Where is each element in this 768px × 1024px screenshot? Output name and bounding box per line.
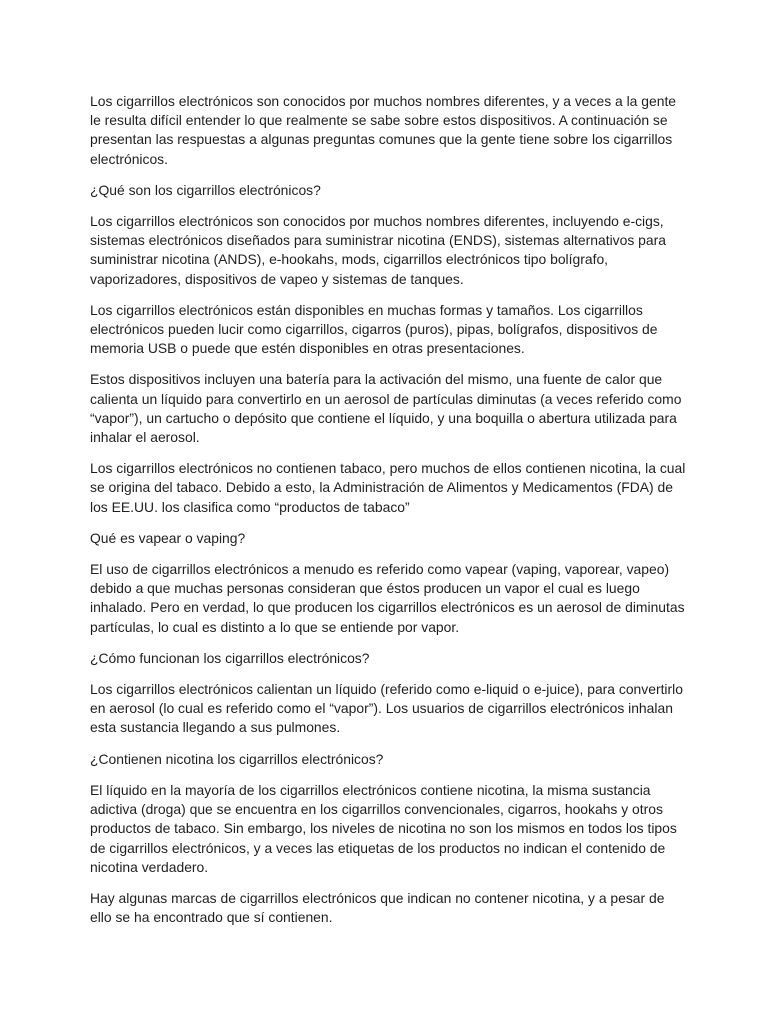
paragraph-shapes: Los cigarrillos electrónicos están disponibles en muchas formas y tamaños. Los cigarrillos electrónicos pueden lucir como cigarrillos, cigarros (puros), pipas, bolígrafos, dispositivos de memoria USB o puede que estén disponibles en otras presentaciones. bbox=[90, 301, 658, 357]
paragraph-how-they-work: Los cigarrillos electrónicos calientan un líquido (referido como e-liquid o e-juice), para convertirlo en aerosol (lo cual es referido como el “vapor”). Los usuarios de cigarrillos electrónicos inhalan esta sustancia llegando a sus pulmones. bbox=[90, 681, 683, 736]
document-body bbox=[90, 92, 688, 939]
paragraph-components: Estos dispositivos incluyen una batería para la activación del mismo, una fuente de calor que calienta un líquido para convertirlo en un aerosol de partículas diminutas (a veces referido como “vapor”), un cartucho o depósito que contiene el líquido, y una boquilla o abertura utilizada para inhalar el aerosol. bbox=[90, 371, 682, 446]
paragraph-nicotine-brands: Hay algunas marcas de cigarrillos electrónicos que indican no contener nicotina, y a pesar de ello se ha encontrado que sí contienen. bbox=[90, 889, 665, 926]
question-what-is-vaping: Qué es vapear o vaping? bbox=[90, 529, 246, 546]
question-what-are-e-cigs: ¿Qué son los cigarrillos electrónicos? bbox=[90, 181, 321, 198]
paragraph-vaping: El uso de cigarrillos electrónicos a menudo es referido como vapear (vaping, vaporear, vapeo) debido a que muchas personas consideran que éstos producen un vapor el cual es luego inhalado. Pero en verdad, lo que producen los cigarrillos electrónicos es un aerosol de diminutas partículas, lo cual es distinto a lo que se entiende por vapor. bbox=[90, 561, 685, 635]
question-nicotine: ¿Contienen nicotina los cigarrillos electrónicos? bbox=[90, 750, 384, 767]
paragraph-tobacco-fda: Los cigarrillos electrónicos no contienen tabaco, pero muchos de ellos contienen nicotina, la cual se origina del tabaco. Debido a esto, la Administración de Alimentos y Medicamentos (FDA) de los EE.UU. los clasifica como “productos de tabaco” bbox=[90, 460, 686, 515]
paragraph-names: Los cigarrillos electrónicos son conocidos por muchos nombres diferentes, incluyendo e-cigs, sistemas electrónicos diseñados para suministrar nicotina (ENDS), sistemas alternativos para suministrar nicotina (ANDS), e-hookahs, mods, cigarrillos electrónicos tipo bolígrafo, vaporizadores, dispositivos de vapeo y sistemas de tanques. bbox=[90, 213, 666, 287]
question-how-they-work: ¿Cómo funcionan los cigarrillos electrónicos? bbox=[90, 649, 370, 666]
paragraph-nicotine: El líquido en la mayoría de los cigarrillos electrónicos contiene nicotina, la misma sustancia adictiva (droga) que se encuentra en los cigarrillos convencionales, cigarros, hookahs y otros productos de tabaco. Sin embargo, los niveles de nicotina no son los mismos en todos los tipos de cigarrillos electrónicos, y a veces las etiquetas de los productos no indican el contenido de nicotina verdadero. bbox=[90, 781, 677, 875]
intro-paragraph: Los cigarrillos electrónicos son conocidos por muchos nombres diferentes, y a veces a la gente le resulta difícil entender lo que realmente se sabe sobre estos dispositivos. A continuación se presentan las respuestas a algunas preguntas comunes que la gente tiene sobre los cigarrillos electrónicos. bbox=[90, 93, 677, 167]
